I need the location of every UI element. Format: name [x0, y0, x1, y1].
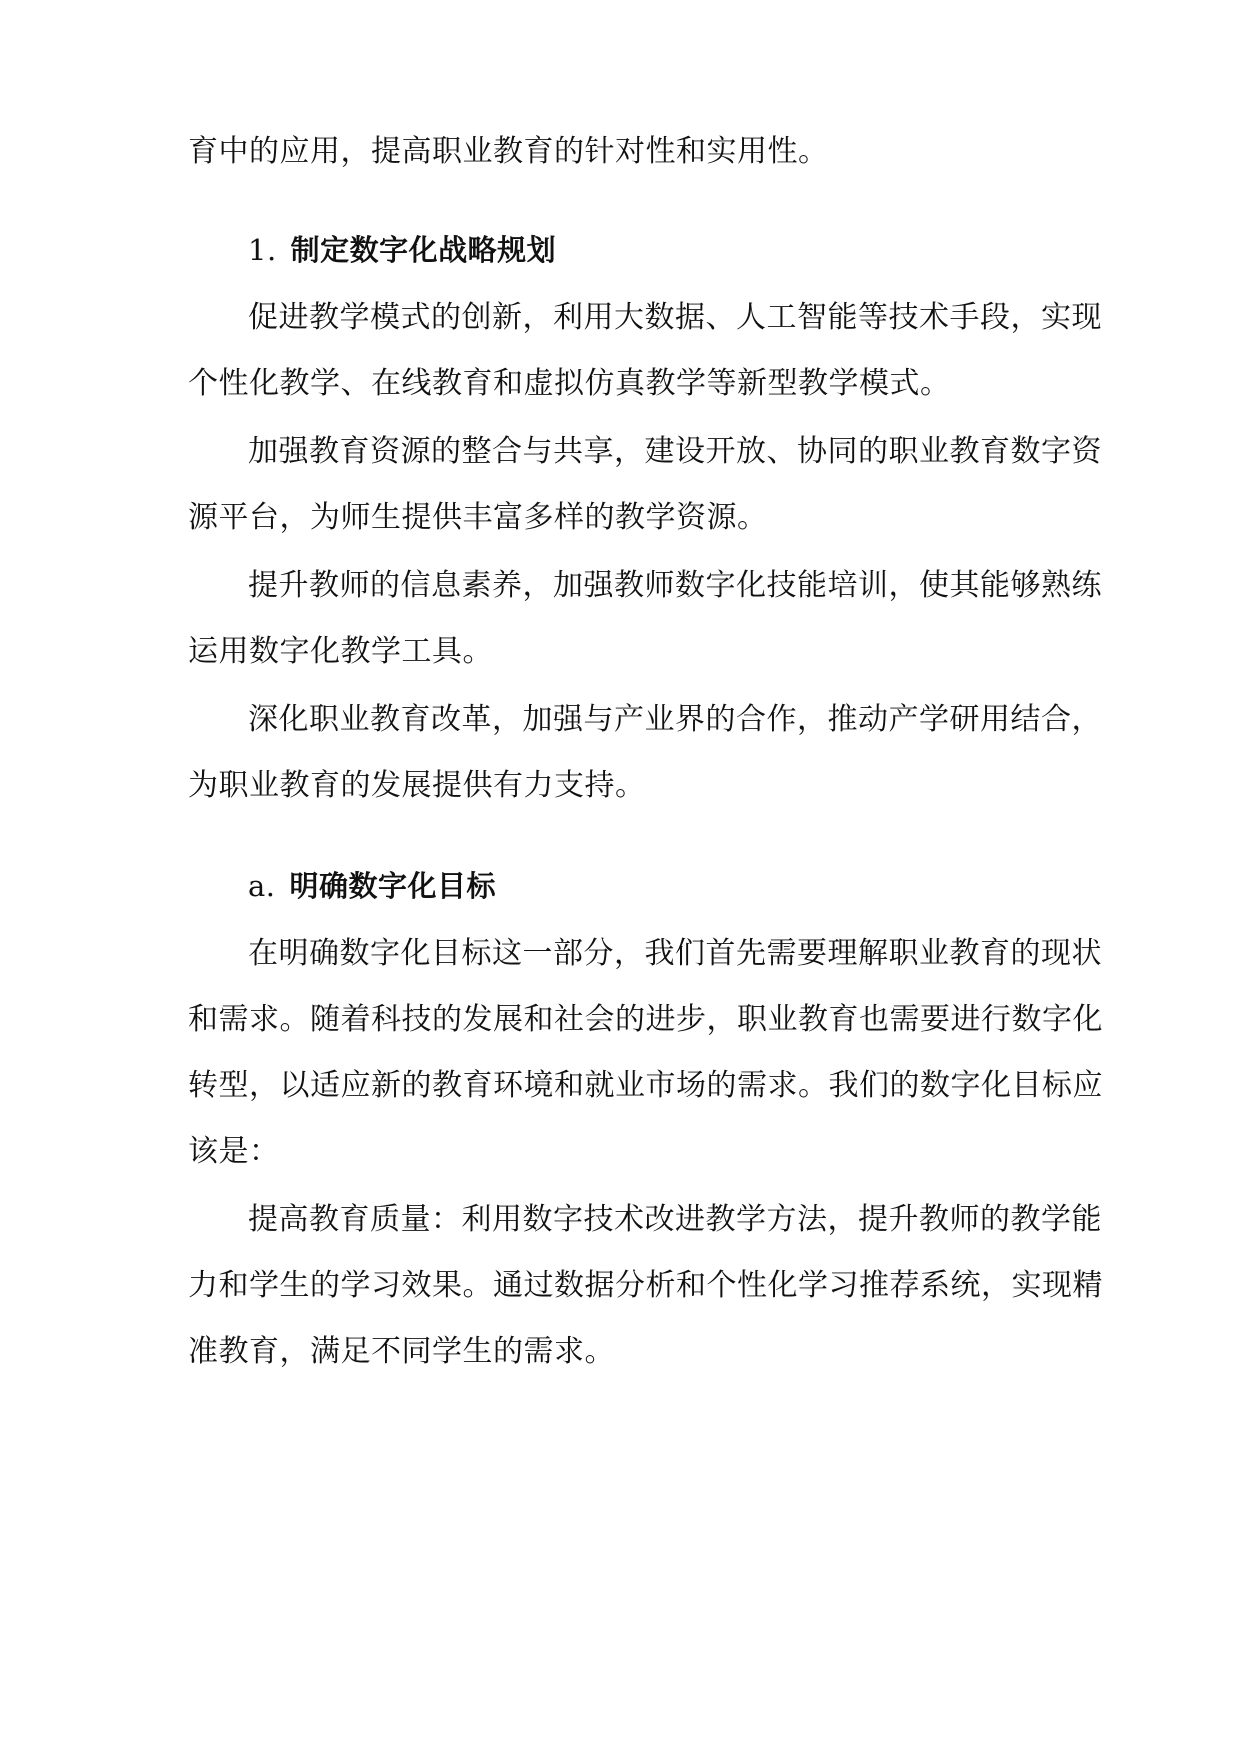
paragraph-line: 提升教师的信息素养，加强教师数字化技能培训，使其能够熟练 — [248, 568, 1102, 603]
paragraph-line: 在明确数字化目标这一部分，我们首先需要理解职业教育的现状 — [248, 936, 1102, 971]
paragraph-line: 源平台，为师生提供丰富多样的教学资源。 — [188, 500, 768, 535]
paragraph-line: 深化职业教育改革，加强与产业界的合作，推动产学研用结合， — [248, 702, 1102, 737]
section-title: 明确数字化目标 — [289, 869, 497, 903]
paragraph-line: 加强教育资源的整合与共享，建设开放、协同的职业教育数字资 — [248, 434, 1102, 469]
paragraph-line: 个性化教学、在线教育和虚拟仿真教学等新型教学模式。 — [188, 366, 951, 401]
section-number: 1. — [248, 233, 277, 267]
section-title: 制定数字化战略规划 — [290, 233, 557, 267]
paragraph-line: 促进教学模式的创新，利用大数据、人工智能等技术手段，实现 — [248, 300, 1102, 335]
intro-line: 育中的应用，提高职业教育的针对性和实用性。 — [188, 134, 829, 169]
paragraph-line: 提高教育质量：利用数字技术改进教学方法，提升教师的教学能 — [248, 1202, 1102, 1237]
paragraph-line: 运用数字化教学工具。 — [188, 634, 493, 669]
paragraph-line: 准教育，满足不同学生的需求。 — [188, 1334, 615, 1369]
section-number: a. — [248, 869, 276, 903]
paragraph-line: 力和学生的学习效果。通过数据分析和个性化学习推荐系统，实现精 — [188, 1268, 1103, 1303]
section-heading-a — [248, 866, 1128, 906]
section-heading-1 — [248, 230, 1128, 270]
paragraph-line: 和需求。随着科技的发展和社会的进步，职业教育也需要进行数字化 — [188, 1002, 1103, 1037]
paragraph-line: 转型，以适应新的教育环境和就业市场的需求。我们的数字化目标应 — [188, 1068, 1103, 1103]
paragraph-line: 该是： — [188, 1134, 280, 1169]
paragraph-line: 为职业教育的发展提供有力支持。 — [188, 768, 646, 803]
